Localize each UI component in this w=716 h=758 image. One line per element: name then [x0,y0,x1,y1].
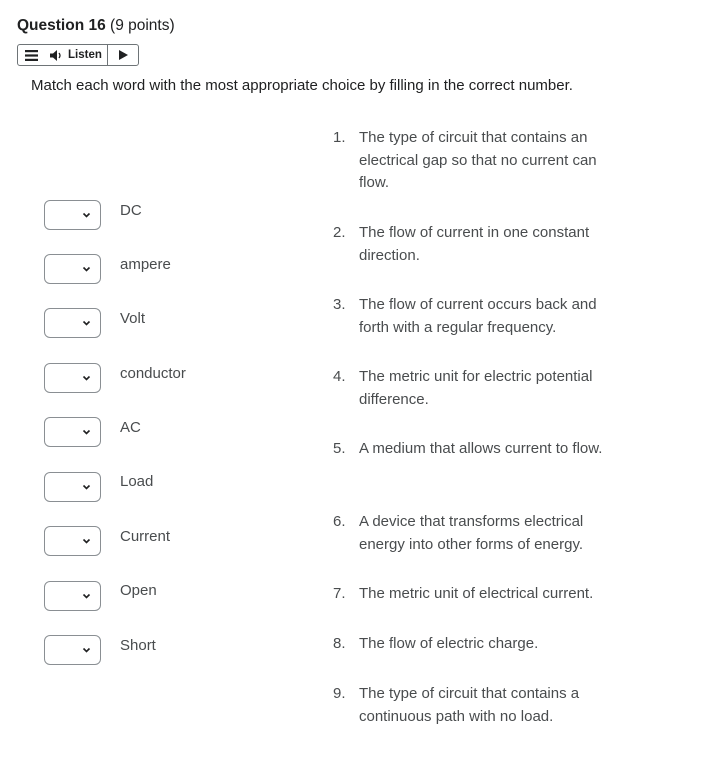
chevron-down-icon [82,372,91,384]
choice-item [333,222,623,267]
choice-number: 4. [333,368,346,385]
choice-number: 8. [333,635,346,652]
choice-text: The flow of electric charge. [359,635,539,652]
choice-text: The type of circuit that contains an electrical gap so that no current can flow. [359,129,597,191]
match-word: DC [120,202,142,219]
chevron-down-icon [82,209,91,221]
choice-item [333,438,623,461]
choice-item [333,583,623,606]
answer-select[interactable] [44,254,101,284]
answer-select[interactable] [44,417,101,447]
choice-number: 3. [333,296,346,313]
chevron-down-icon [82,644,91,656]
choice-number: 7. [333,585,346,602]
listen-label: Listen [68,49,102,61]
choice-item [333,683,623,728]
speaker-icon [50,50,64,61]
choice-text: The flow of current in one constant direction. [359,224,590,264]
answer-select[interactable] [44,581,101,611]
match-word: ampere [120,256,171,273]
chevron-down-icon [82,590,91,602]
match-word: Short [120,637,156,654]
play-icon [119,50,128,60]
choice-number: 5. [333,440,346,457]
choice-text: The type of circuit that contains a continuous path with no load. [359,685,580,725]
chevron-down-icon [82,535,91,547]
listen-toolbar [17,44,139,66]
choice-item [333,633,623,656]
chevron-down-icon [82,426,91,438]
answer-select[interactable] [44,308,101,338]
chevron-down-icon [82,481,91,493]
answer-select[interactable] [44,200,101,230]
question-title: Question 16 [17,17,106,34]
instructions: Match each word with the most appropriate choice by filling in the correct number. [31,77,573,94]
choice-number: 1. [333,129,346,146]
choice-text: The metric unit of electrical current. [359,585,594,602]
question-points: (9 points) [110,17,175,34]
match-word: AC [120,419,141,436]
choice-item [333,127,623,195]
choice-text: A medium that allows current to flow. [359,440,603,457]
match-word: Volt [120,310,146,327]
match-word: Open [120,582,157,599]
listen-button[interactable] [44,45,107,65]
question-header [17,17,175,35]
chevron-down-icon [82,263,91,275]
choice-item [333,511,623,556]
answer-select[interactable] [44,472,101,502]
menu-icon [25,50,38,61]
menu-button[interactable] [18,45,44,65]
choice-item [333,294,623,339]
choice-number: 9. [333,685,346,702]
match-word: conductor [120,365,186,382]
choice-item [333,366,623,411]
match-word: Load [120,473,154,490]
choice-number: 2. [333,224,346,241]
answer-select[interactable] [44,526,101,556]
play-button[interactable] [107,45,138,65]
answer-select[interactable] [44,635,101,665]
match-word: Current [120,528,171,545]
choice-text: The flow of current occurs back and forth with a regular frequency. [359,296,597,336]
choice-text: A device that transforms electrical energy into other forms of energy. [359,513,584,553]
answer-select[interactable] [44,363,101,393]
chevron-down-icon [82,317,91,329]
choice-text: The metric unit for electric potential difference. [359,368,593,408]
choice-number: 6. [333,513,346,530]
